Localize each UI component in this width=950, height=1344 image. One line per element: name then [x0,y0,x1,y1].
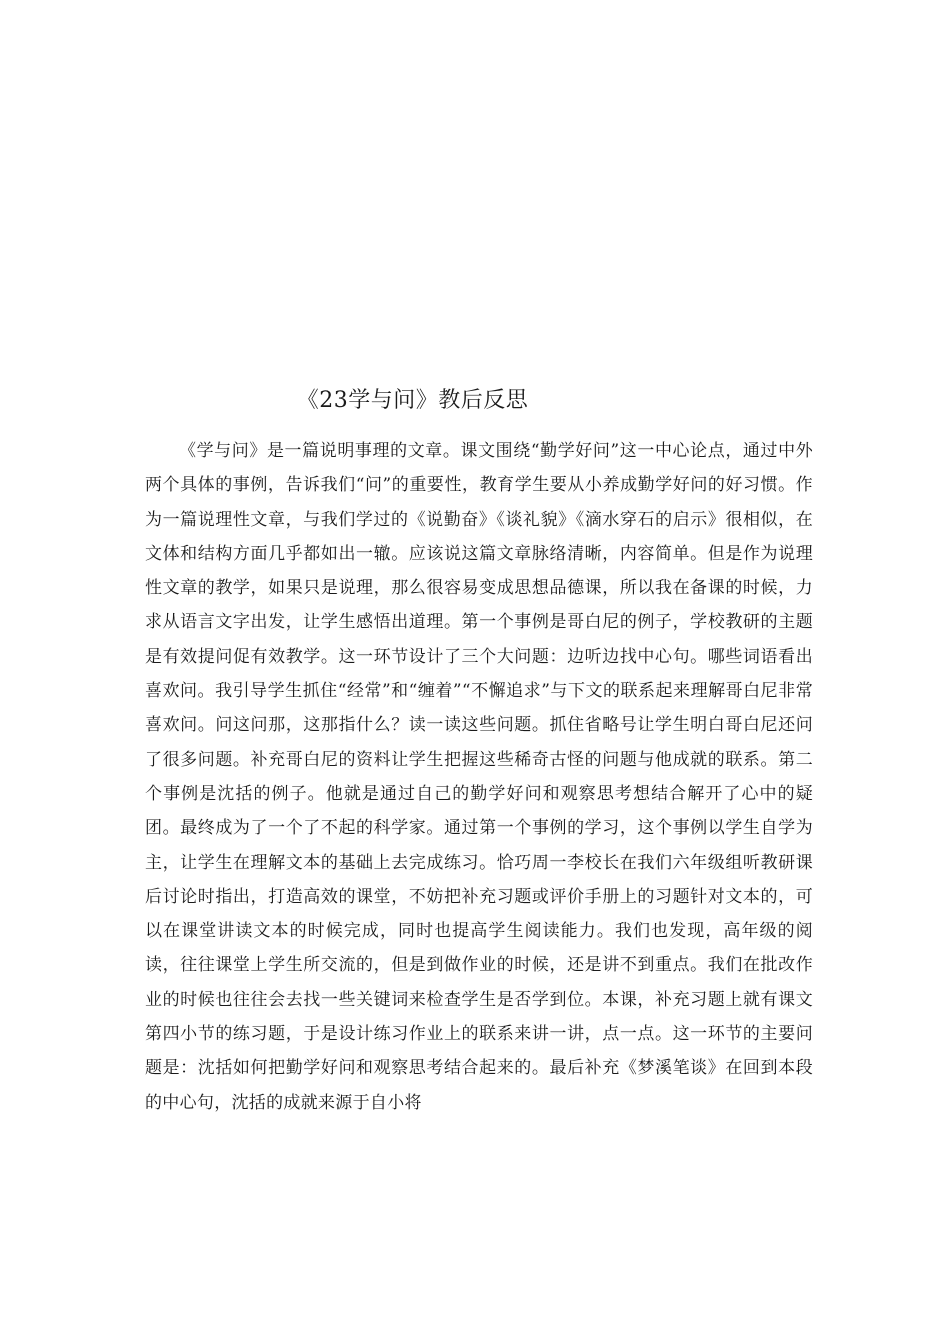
body-paragraph: 《学与问》是一篇说明事理的文章。课文围绕“勤学好问”这一中心论点，通过中外两个具体的事例，告诉我们“问”的重要性，教育学生要从小养成勤学好问的好习惯。作为一篇说理性文章，与我们学过的《说勤奋》《谈礼貌》《滴水穿石的启示》很相似，在文体和结构方面几乎都如出一辙。应该说这篇文章脉络清晰，内容简单。但是作为说理性文章的教学，如果只是说理，那么很容易变成思想品德课，所以我在备课的时候，力求从语言文字出发，让学生感悟出道理。第一个事例是哥白尼的例子，学校教研的主题是有效提问促有效教学。这一环节设计了三个大问题：边听边找中心句。哪些词语看出喜欢问。我引导学生抓住“经常”和“缠着”“不懈追求”与下文的联系起来理解哥白尼非常喜欢问。问这问那，这那指什么？读一读这些问题。抓住省略号让学生明白哥白尼还问了很多问题。补充哥白尼的资料让学生把握这些稀奇古怪的问题与他成就的联系。第二个事例是沈括的例子。他就是通过自己的勤学好问和观察思考想结合解开了心中的疑团。最终成为了一个了不起的科学家。通过第一个事例的学习，这个事例以学生自学为主，让学生在理解文本的基础上去完成练习。恰巧周一李校长在我们六年级组听教研课后讨论时指出，打造高效的课堂，不妨把补充习题或评价手册上的习题针对文本的，可以在课堂讲读文本的时候完成，同时也提高学生阅读能力。我们也发现，高年级的阅读，往往课堂上学生所交流的，但是到做作业的时候，还是讲不到重点。我们在批改作业的时候也往往会去找一些关键词来检查学生是否学到位。本课，补充习题上就有课文第四小节的练习题，于是设计练习作业上的联系来讲一讲，点一点。这一环节的主要问题是：沈括如何把勤学好问和观察思考结合起来的。最后补充《梦溪笔谈》在回到本段的中心句，沈括的成就来源于自小将 [145,441,813,1113]
document-title: 《23学与问》教后反思 [296,388,529,413]
